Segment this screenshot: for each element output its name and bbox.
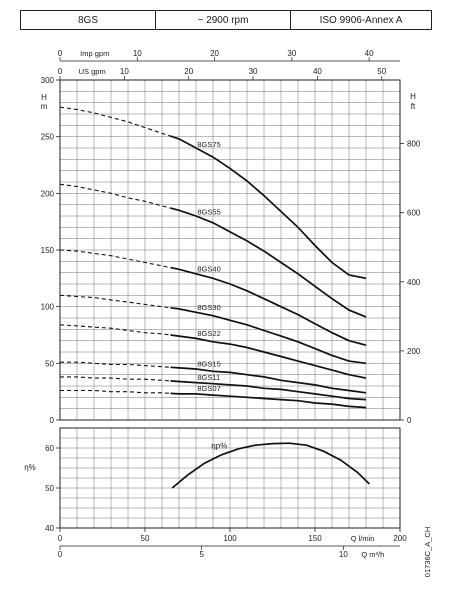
head-ft-tick-label: 400: [407, 277, 421, 287]
head-curve-dashed-8GS40: [60, 250, 171, 268]
standard-cell: ISO 9906-Annex A: [319, 14, 403, 26]
m3h-tick-label: 5: [199, 550, 204, 559]
curve-label-8GS55: 8GS55: [197, 207, 221, 217]
curve-label-8GS15: 8GS15: [197, 359, 221, 369]
head-y-tick-label: 100: [40, 302, 54, 312]
efficiency-grid: [60, 428, 400, 528]
imp-gpm-tick-label: 40: [364, 49, 374, 58]
curve-label-8GS11: 8GS11: [197, 372, 221, 382]
lmin-tick-label: 100: [223, 534, 237, 543]
head-y-tick-label: 50: [45, 359, 54, 369]
lmin-tick-label: 150: [308, 534, 322, 543]
head-ft-tick-label: 600: [407, 208, 421, 218]
imp-gpm-tick-label: 0: [57, 49, 63, 58]
side-code: 01736C_A_CH: [423, 526, 432, 578]
head-y-tick-label: 300: [40, 76, 54, 85]
head-ylabel-unit: m: [40, 102, 48, 111]
head-ft-ylabel-unit: ft: [410, 102, 416, 111]
head-ylabel-h: H: [41, 93, 47, 102]
curve-label-8GS40: 8GS40: [197, 264, 221, 274]
us-gpm-tick-label: 20: [184, 67, 194, 76]
lmin-tick-label: 50: [140, 534, 150, 543]
us-gpm-tick-label: 50: [377, 67, 387, 76]
us-gpm-tick-label: 40: [312, 67, 322, 76]
head-y-tick-label: 250: [40, 132, 54, 142]
head-ft-tick-label: 800: [407, 139, 421, 149]
m3h-tick-label: 10: [338, 550, 348, 559]
us-gpm-tick-label: 0: [57, 67, 63, 76]
eff-y-tick-label: 50: [45, 484, 54, 493]
imp-gpm-tick-label: 10: [132, 49, 142, 58]
eff-y-tick-label: 40: [45, 524, 54, 533]
m3h-tick-label: 0: [57, 550, 63, 559]
lmin-axis-label: Q l/min: [350, 534, 375, 543]
us-gpm-tick-label: 30: [248, 67, 258, 76]
lmin-tick-label: 0: [57, 534, 63, 543]
head-curve-dashed-8GS07: [60, 391, 171, 394]
head-y-tick-label: 150: [40, 246, 54, 255]
head-curve-dashed-8GS75: [60, 107, 171, 136]
imp-gpm-tick-label: 30: [287, 49, 297, 58]
head-ft-ylabel-h: H: [410, 92, 416, 101]
head-curve-dashed-8GS22: [60, 325, 171, 335]
curve-label-8GS22: 8GS22: [197, 329, 221, 339]
curve-label-8GS75: 8GS75: [197, 139, 221, 149]
speed-cell: ~ 2900 rpm: [156, 11, 291, 29]
eff-y-tick-label: 60: [45, 444, 54, 453]
head-ft-tick-label: 0: [407, 416, 412, 425]
head-curve-8GS07: [171, 393, 367, 407]
imp-gpm-label: Imp gpm: [80, 49, 110, 58]
us-gpm-tick-label: 10: [119, 67, 129, 76]
eff-ylabel: η%: [24, 463, 36, 472]
curve-label-8GS07: 8GS07: [197, 384, 221, 394]
head-curve-dashed-8GS15: [60, 362, 171, 367]
head-curve-dashed-8GS11: [60, 377, 171, 381]
imp-gpm-tick-label: 20: [210, 49, 220, 58]
lmin-tick-label: 200: [393, 534, 407, 543]
m3h-axis-label: Q m³/h: [361, 550, 385, 559]
head-grid: [60, 80, 400, 420]
head-y-tick-label: 0: [49, 416, 54, 425]
model-cell: 8GS: [21, 11, 156, 29]
head-ft-tick-label: 200: [407, 346, 421, 356]
efficiency-curve: [172, 443, 369, 488]
curve-label-8GS30: 8GS30: [197, 303, 221, 313]
us-gpm-label: US gpm: [78, 67, 106, 76]
head-y-tick-label: 200: [40, 189, 54, 199]
head-curve-dashed-8GS30: [60, 295, 171, 308]
efficiency-curve-label: ηp%: [211, 441, 228, 451]
